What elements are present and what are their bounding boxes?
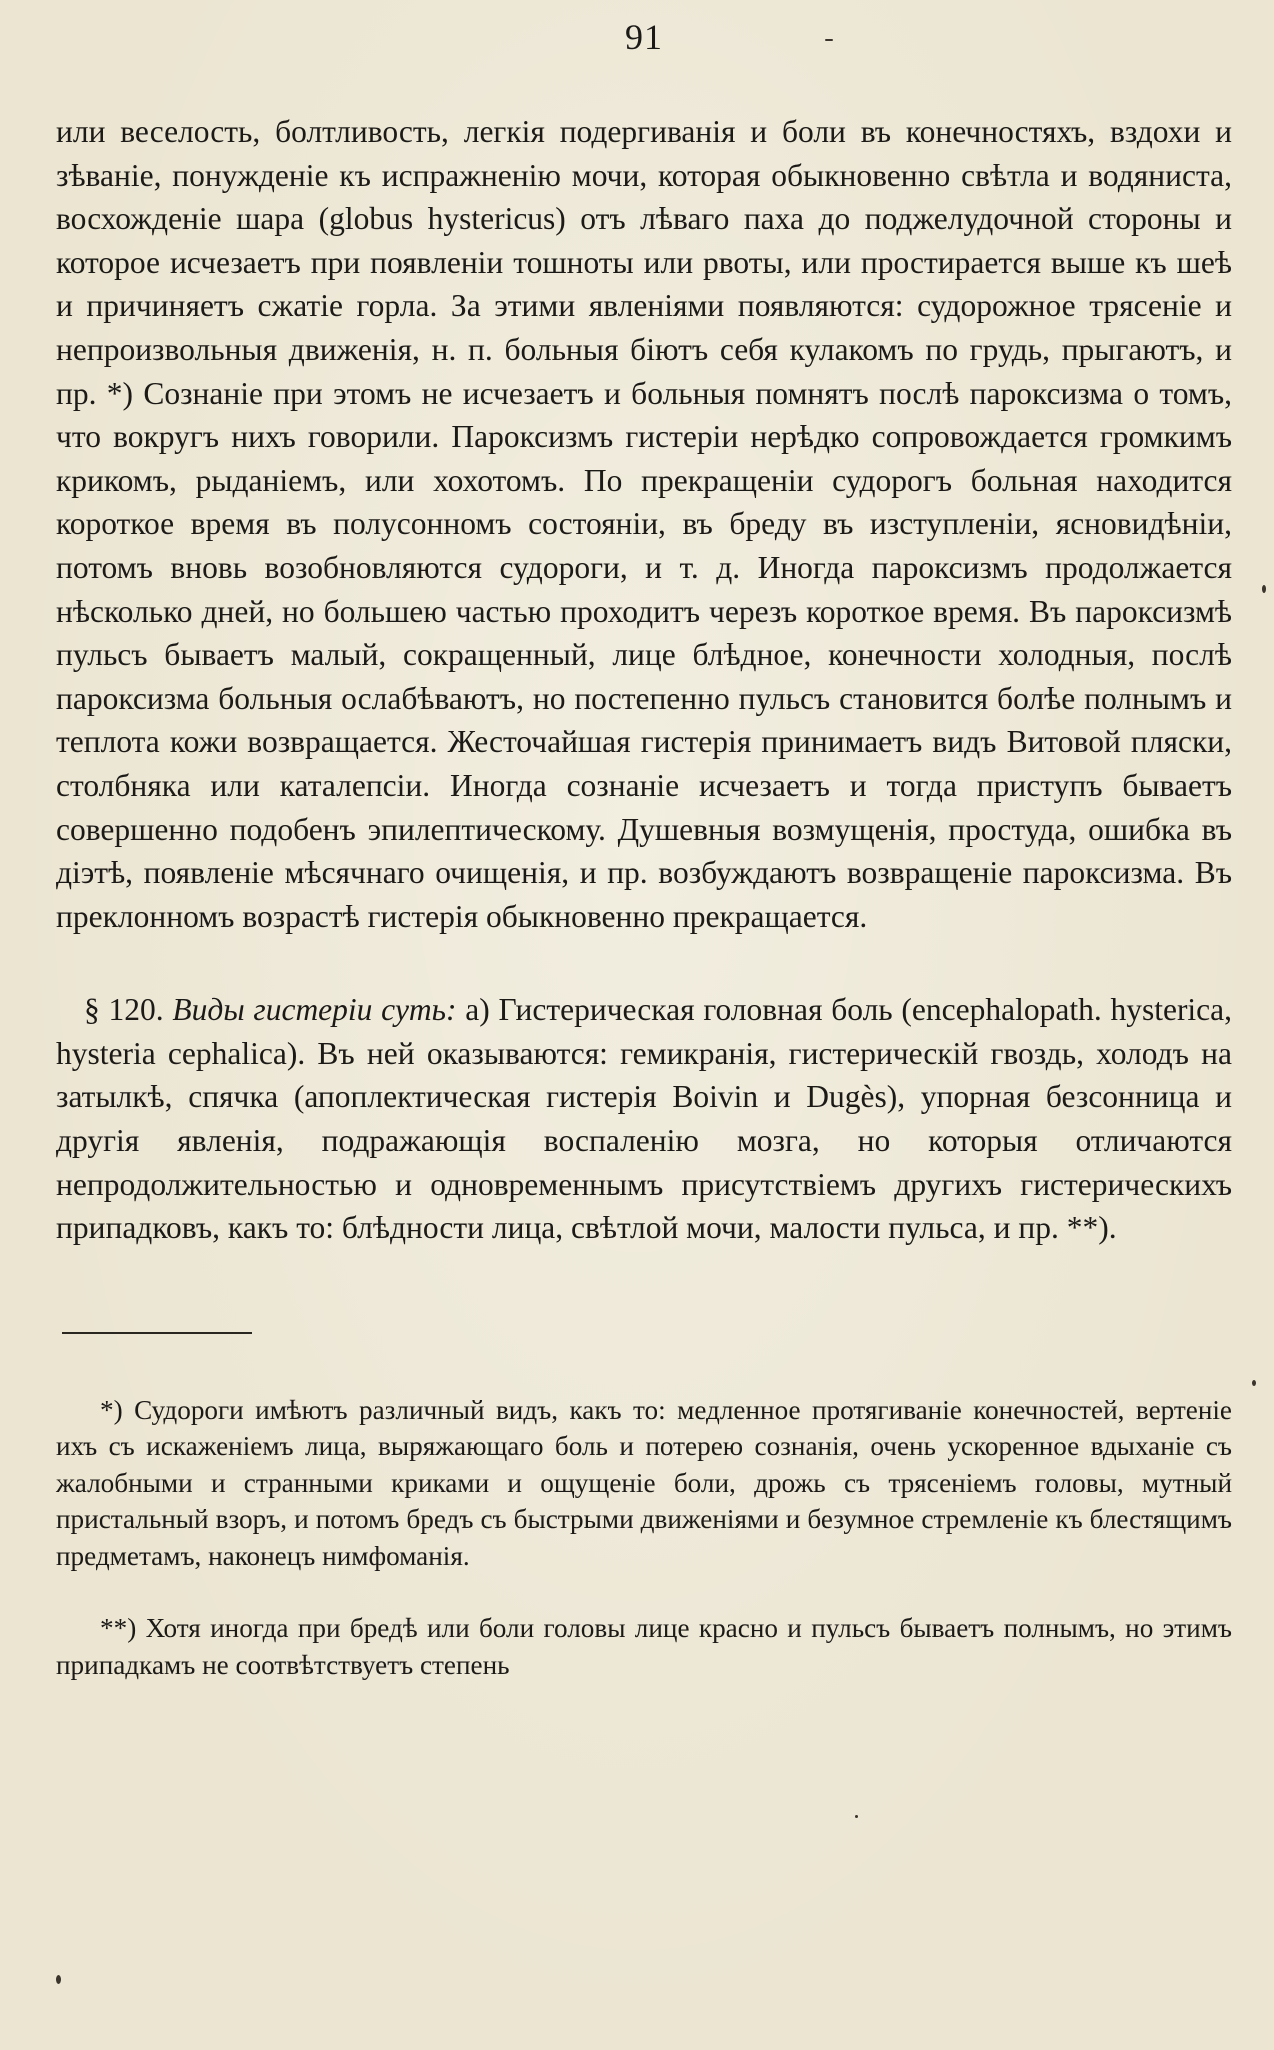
page-number: 91 [625,17,663,57]
footnote-divider [62,1332,252,1334]
section-text: а) Гистерическая головная боль (encephalopath. hysterica, hysteria cephalica). Въ ней оказываются: гемикранія, гистерическій гвоздь, холодъ на затылкѣ, спячка (апоплектическая гистерія Boivin и Dugès), упорная безсонница и другія явленія, подражающія воспаленію мозга, но которыя отличаются непродолжительностью и одновременнымъ присутствіемъ другихъ гистерическихъ припадковъ, какъ то: блѣдности лица, свѣтлой мочи, малости пульса, и пр. **). [56,992,1233,1246]
print-speck [56,1975,61,1984]
main-text [56,110,1232,1250]
footnote-2: **) Хотя иногда при бредѣ или боли головы лице красно и пульсъ бываетъ полнымъ, но этимъ припадкамъ не соотвѣтствуетъ степень [56,1613,1232,1680]
print-speck [1262,585,1266,593]
print-speck [825,39,833,41]
section-number: § 120. [84,992,164,1028]
paragraph-2 [56,988,1232,1250]
paragraph-1: или веселость, болтливость, легкія подергиванія и боли въ конечностяхъ, вздохи и зѣваніе, понужденіе къ испражненію мочи, которая обыкновенно свѣтла и водяниста, восхожденіе шара (globus hystericus) отъ лѣваго паха до поджелудочной стороны и которое исчезаетъ при появленіи тошноты или рвоты, или простирается выше къ шеѣ и причиняетъ сжатіе горла. За этими явленіями появляются: судорожное трясеніе и непроизвольныя движенія, н. п. больныя біютъ себя кулакомъ по грудь, прыгаютъ, и пр. *) Сознаніе при этомъ не исчезаетъ и больныя помнятъ послѣ пароксизма о томъ, что вокругъ нихъ говорили. Пароксизмъ гистеріи нерѣдко сопровождается громкимъ крикомъ, рыданіемъ, или хохотомъ. По прекращеніи судорогъ больная находится короткое время въ полусонномъ состояніи, въ бреду въ изступленіи, ясновидѣніи, потомъ вновь возобновляются судороги, и т. д. Иногда пароксизмъ продолжается нѣсколько дней, но большею частью проходитъ черезъ короткое время. Въ пароксизмѣ пульсъ бываетъ малый, сокращенный, лице блѣдное, конечности холодныя, послѣ пароксизма больныя ослабѣваютъ, но постепенно пульсъ становится болѣе полнымъ и теплота кожи возвращается. Жесточайшая гистерія принимаетъ видъ Витовой пляски, столбняка или каталепсіи. Иногда сознаніе исчезаетъ и тогда приступъ бываетъ совершенно подобенъ эпилептическому. Душевныя возмущенія, простуда, ошибка въ діэтѣ, появленіе мѣсячнаго очищенія, и пр. возбуждаютъ возвращеніе пароксизма. Въ преклонномъ возрастѣ гистерія обыкновенно прекращается. [56,114,1232,934]
section-title: Виды гистеріи суть: [172,992,457,1028]
footnotes [56,1392,1232,1684]
print-speck [855,1815,858,1818]
footnote-1: *) Судороги имѣютъ различный видъ, какъ то: медленное протягиваніе конечностей, вертеніе ихъ съ искаженіемъ лица, выряжающаго боль и потерею сознанія, очень ускоренное вдыханіе съ жалобными и странными криками и ощущеніе боли, дрожь съ трясеніемъ головы, мутный пристальный взоръ, и потомъ бредъ съ быстрыми движеніями и безумное стремленіе къ блестящимъ предметамъ, наконецъ нимфоманія. [56,1394,1232,1571]
print-speck [1252,1380,1256,1386]
